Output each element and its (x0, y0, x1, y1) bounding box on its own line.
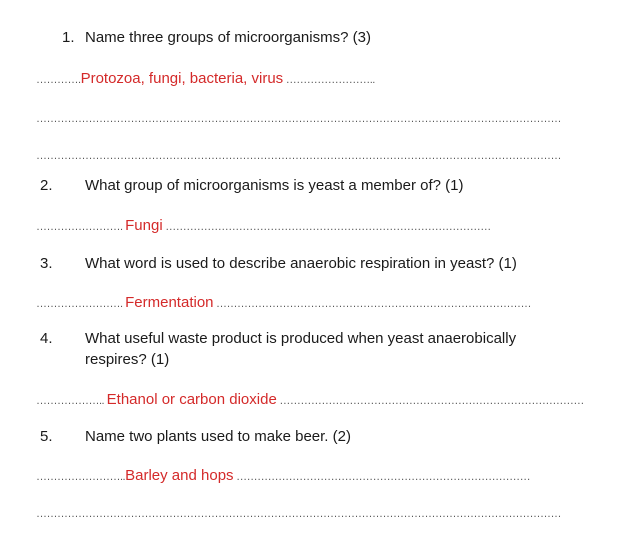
answer-dots: …………………………………………………………………………… (276, 395, 584, 407)
answer-2-line (36, 217, 491, 236)
answer-dots: ……………………. (36, 298, 126, 310)
question-5-text: Name two plants used to make beer. (2) (85, 428, 351, 445)
answer-1-line (36, 70, 375, 89)
question-4-text-line-1: What useful waste product is produced when yeast anaerobically (85, 330, 517, 347)
answer-4-line (36, 391, 584, 410)
question-1-number: 1. (62, 29, 75, 46)
answer-dots: …………………………………………………………………………………………………………………………………… (36, 508, 561, 520)
answer-4-text: Ethanol or carbon dioxide (106, 391, 277, 408)
question-1-text: Name three groups of microorganisms? (3) (85, 29, 371, 46)
question-5-number: 5. (40, 428, 53, 445)
blank-answer-line (36, 146, 561, 165)
answer-dots: ……………….. (36, 395, 107, 407)
answer-2-text: Fungi (125, 217, 163, 234)
answer-dots: ……………………………………………………………………………… (213, 298, 532, 310)
blank-answer-line (36, 109, 561, 128)
question-3-text: What word is used to describe anaerobic respiration in yeast? (1) (85, 255, 517, 272)
answer-5-text: Barley and hops (125, 467, 234, 484)
question-3-number: 3. (40, 255, 53, 272)
answer-dots: …………………….. (283, 74, 375, 86)
answer-dots: …………………….. (36, 471, 126, 483)
question-2-text: What group of microorganisms is yeast a member of? (1) (85, 177, 464, 194)
answer-3-text: Fermentation (125, 294, 214, 311)
answer-dots: ………………………………………………………………………… (233, 471, 531, 483)
answer-5-line (36, 467, 530, 486)
answer-1-text: Protozoa, fungi, bacteria, virus (80, 70, 284, 87)
answer-dots: ……………………. (36, 221, 126, 233)
question-4-text-line-2: respires? (1) (85, 351, 170, 368)
blank-answer-line (36, 504, 561, 523)
question-2-number: 2. (40, 177, 53, 194)
answer-dots: …………………………………………………………………………………………………………………………………… (36, 113, 561, 125)
answer-dots: …………. (36, 74, 81, 86)
question-4-number: 4. (40, 330, 53, 347)
answer-dots: ………………………………………………………………………………… (162, 221, 491, 233)
answer-dots: …………………………………………………………………………………………………………………………………… (36, 150, 561, 162)
answer-3-line (36, 294, 531, 313)
